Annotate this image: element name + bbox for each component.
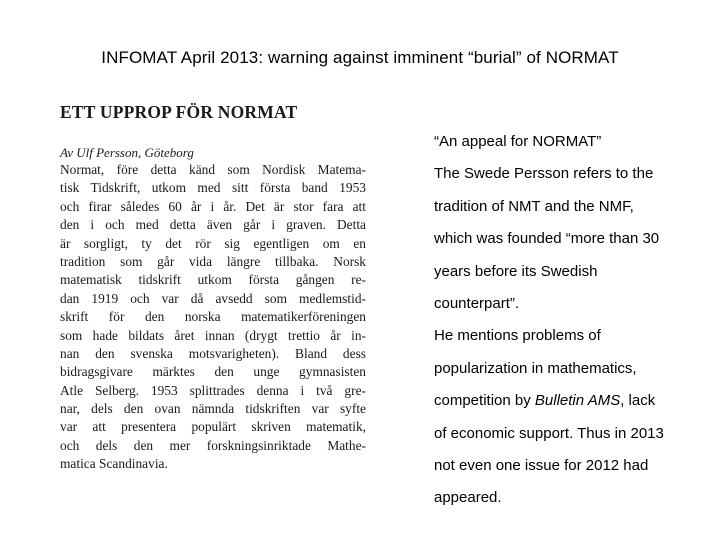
- article-heading: ETT UPPROP FÖR NORMAT: [60, 102, 298, 122]
- caption-line: [434, 385, 704, 417]
- article-line: och dels den mer forskningsinriktade Mathe-: [60, 437, 366, 453]
- article-line: nar, dels den ovan nämnda tidskriften var syfte: [60, 401, 366, 417]
- article-body: [60, 161, 366, 474]
- caption-line: of economic support. Thus in 2013: [434, 424, 664, 442]
- article-line: bidragsgivare märktes den unge gymnasisten: [60, 364, 366, 380]
- article-line: tisk Tidskrift, utkom med sitt första band 1953: [60, 180, 366, 196]
- caption-line: popularization in mathematics,: [434, 359, 637, 377]
- caption-line: years before its Swedish: [434, 262, 598, 280]
- article-byline: Av Ulf Persson, Göteborg: [60, 145, 194, 160]
- caption-line: not even one issue for 2012 had: [434, 456, 649, 474]
- caption-line: He mentions problems of: [434, 327, 601, 345]
- article-line: Normat, före detta känd som Nordisk Matema-: [60, 162, 366, 177]
- caption-line: counterpart”.: [434, 294, 520, 312]
- article-line: tradition som går vida längre tillbaka. Norsk: [60, 253, 366, 269]
- caption-text-segment: competition by: [434, 392, 535, 410]
- slide-title: INFOMAT April 2013: warning against imminent “burial” of NORMAT: [101, 48, 619, 67]
- article-line: matica Scandinavia.: [60, 456, 168, 472]
- caption-line: The Swede Persson refers to the: [434, 165, 654, 183]
- journal-name: Bulletin AMS: [534, 392, 621, 410]
- article-line: är sorgligt, ty det rör sig egentligen om en: [60, 235, 366, 251]
- scanned-article: [58, 100, 370, 492]
- caption-text: [434, 126, 704, 515]
- caption-line: appeared.: [434, 489, 502, 507]
- caption-line: which was founded “more than 30: [434, 230, 660, 248]
- article-line: skrift för den norska matematikerföreningen: [60, 309, 366, 325]
- article-line: och firar således 60 år i år. Det är stor fara att: [60, 198, 366, 214]
- caption-line: tradition of NMT and the NMF,: [434, 197, 634, 215]
- article-line: var att presentera populärt skriven matematik,: [60, 419, 366, 435]
- article-line: matematisk tidskrift utkom första gången re-: [60, 272, 366, 288]
- caption-text-segment: , lack: [620, 392, 656, 410]
- article-line: dan 1919 och var då avsedd som medlemstid-: [60, 290, 366, 306]
- article-line: Atle Selberg. 1953 splittrades denna i två gre-: [60, 382, 366, 398]
- caption-quote: “An appeal for NORMAT”: [434, 133, 602, 150]
- article-line: den i och med detta även går i graven. Detta: [60, 217, 366, 233]
- article-line: som hade bildats året innan (drygt trettio år in-: [60, 327, 366, 343]
- article-line: nan den svenska motsvarigheten). Bland dess: [60, 345, 366, 361]
